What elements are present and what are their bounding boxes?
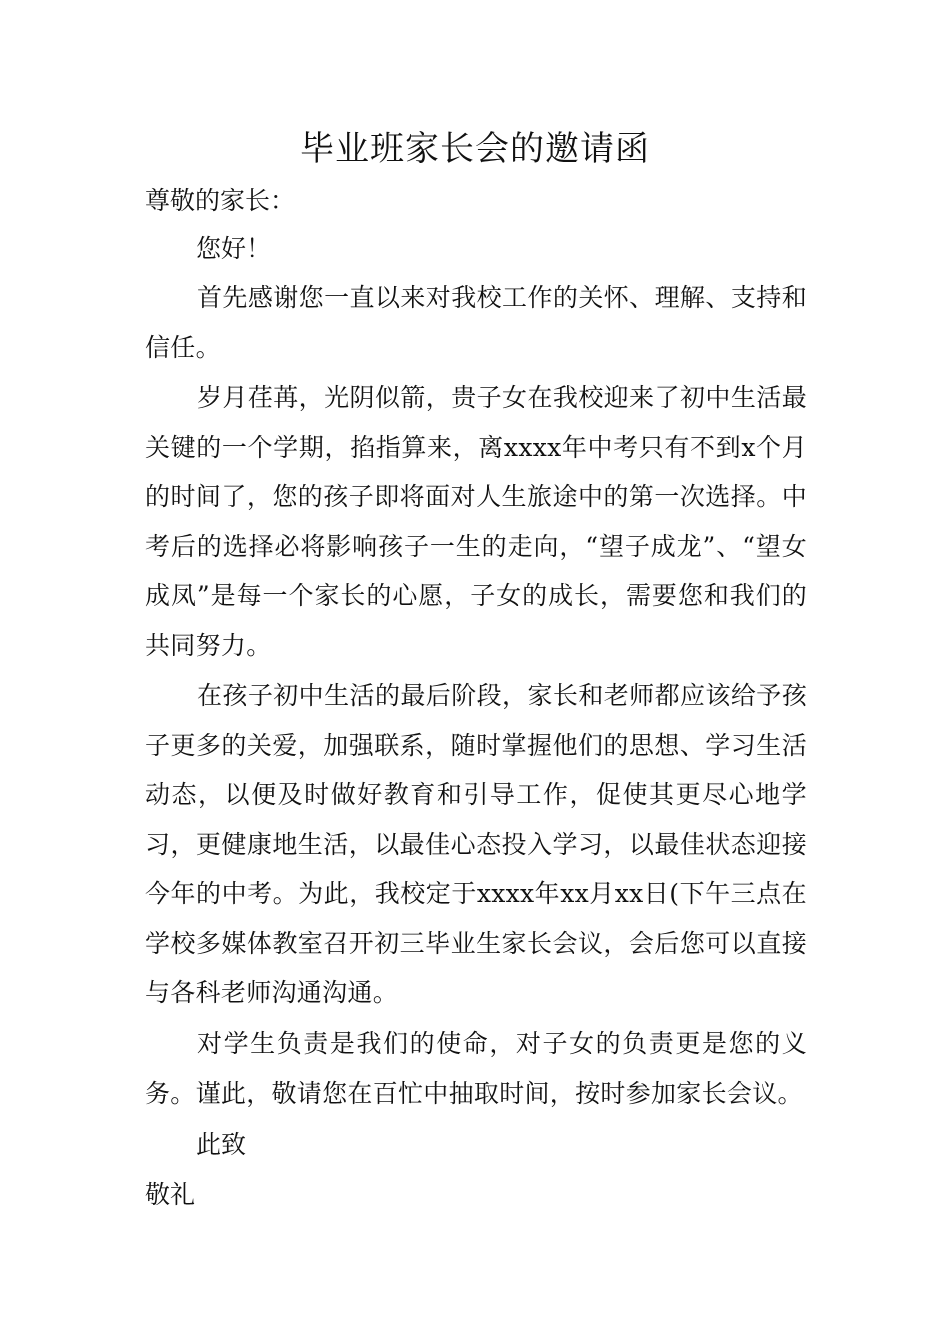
greeting: 您好！ xyxy=(196,234,272,263)
paragraph-request: 对学生负责是我们的使命，对子女的负责更是您的义务。谨此，敬请您在百忙中抽取时间，按时参加家长会议。 xyxy=(145,1029,807,1108)
paragraph-thanks: 首先感谢您一直以来对我校工作的关怀、理解、支持和信任。 xyxy=(145,283,807,362)
closing-cizhi: 此致 xyxy=(196,1130,247,1159)
document-title: 毕业班家长会的邀请函 xyxy=(300,129,650,169)
paragraph-meeting: 在孩子初中生活的最后阶段，家长和老师都应该给予孩子更多的关爱，加强联系，随时掌握他们的思想、学习生活动态，以便及时做好教育和引导工作，促使其更尽心地学习，更健康地生活，以最佳心态投入学习，以最佳状态迎接今年的中考。为此，我校定于xxxx年xx月xx日(下午三点在学校多媒体教室召开初三毕业生家长会议，会后您可以直接与各科老师沟通沟通。 xyxy=(145,681,807,1007)
closing-jingli: 敬礼 xyxy=(145,1180,196,1209)
paragraph-time: 岁月荏苒，光阴似箭，贵子女在我校迎来了初中生活最关键的一个学期，掐指算来，离xxxx年中考只有不到x个月的时间了，您的孩子即将面对人生旅途中的第一次选择。中考后的选择必将影响孩子一生的走向，“望子成龙”、“望女成凤”是每一个家长的心愿，子女的成长，需要您和我们的共同努力。 xyxy=(145,383,807,660)
salutation: 尊敬的家长： xyxy=(145,186,296,215)
